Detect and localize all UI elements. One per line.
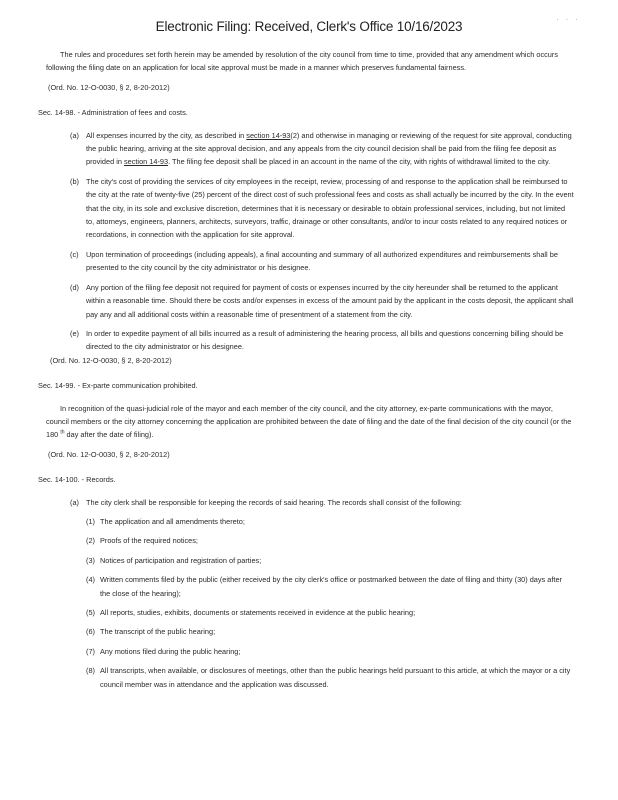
sec-14-99-paragraph: In recognition of the quasi-judicial role of the mayor and each member of the city council, and the city attorney, ex-parte communications with the mayor, council members or the city attorney concerning the application are prohibited between the date of filing and the date of the final decision of the city council (or the 180 $^{th}$ day after the date of filing). [46,403,572,440]
item-label: (a) [70,130,79,140]
intro-citation: (Ord. No. 12-O-0030, § 2, 8-20-2012) [48,82,170,92]
item-text: All expenses incurred by the city, as described in section 14-93(2) and otherwise in managing or reviewing of the request for site approval, conducting the public hearing, arriving at the site approval decision, and any appeals from the city council decision shall be paid from the filing fee deposit as provided in section 14-93. The filing fee deposit shall be placed in an account in the name of the city, with rights of withdrawal limited to the city. [86,130,572,167]
item-label: (7) [86,646,95,656]
sec-14-98-citation: (Ord. No. 12-O-0030, § 2, 8-20-2012) [50,355,172,365]
item-text: The city clerk shall be responsible for keeping the records of said hearing. The records shall consist of the following: [86,497,462,507]
records-list-item [0,554,618,567]
item-label: (d) [70,282,79,292]
sec-14-100-heading: Sec. 14-100. - Records. [38,475,116,485]
item-text: Any portion of the filing fee deposit not required for payment of costs or expenses incurred by the city hereunder shall be returned to the applicant within a reasonable time. Should there be costs and/or expenses in excess of the amount paid by the applicant in the costs deposit, the applicant shall pay any and all additional costs within a reasonable time of presentment of a statement from the city. [86,282,574,319]
item-label: (1) [86,516,95,526]
ordinal-superscript: th [60,429,65,436]
item-text: In order to expedite payment of all bills incurred as a result of administering the hearing process, all bills and questions concerning billing should be directed to the city administrator or his designee. [86,328,564,352]
item-text: Proofs of the required notices; [100,536,198,546]
sec-14-98-item-e [0,327,618,354]
sec-14-98-heading: Sec. 14-98. - Administration of fees and costs. [38,108,188,118]
item-label: (5) [86,608,95,617]
item-label: (b) [70,176,79,186]
records-list-item [0,534,618,547]
records-list-item [0,606,618,619]
item-text: The transcript of the public hearing; [100,627,216,637]
corner-scan-marks: · · · [556,14,580,24]
item-text: Notices of participation and registration of parties; [100,555,262,565]
records-list-item [0,515,618,528]
sec-14-99-citation: (Ord. No. 12-O-0030, § 2, 8-20-2012) [48,449,170,459]
section-14-93-link[interactable]: section 14-93 [246,130,291,140]
item-label: (3) [86,555,95,565]
item-label: (6) [86,627,95,637]
records-list-item [0,645,618,658]
records-list-item [0,625,618,638]
intro-paragraph: The rules and procedures set forth herein may be amended by resolution of the city council from time to time, provided that any amendment which occurs following the filing date on an application for local site approval must be made in a manner which preserves fundamental fairness. [46,50,558,73]
item-label: (4) [86,575,95,585]
item-label: (c) [70,249,79,259]
item-label: (8) [86,666,95,676]
sec-14-98-item-d [0,281,618,321]
item-text: All reports, studies, exhibits, documents or statements received in evidence at the public hearing; [100,608,416,617]
item-label: (a) [70,497,79,507]
ordinance-page [0,48,618,691]
records-list-item [0,573,618,600]
sec-14-98-item-b [0,175,618,242]
filing-stamp: Electronic Filing: Received, Clerk's Office 10/16/2023 [155,19,463,34]
records-list-item [0,664,618,691]
item-text: Written comments filed by the public (either received by the city clerk's office or postmarked between the date of filing and thirty (30) days after the close of the hearing); [100,575,562,598]
sec-14-98-item-a [0,129,618,169]
section-14-93-link-2[interactable]: section 14-93 [123,157,169,167]
item-label: (e) [70,328,79,338]
item-text: All transcripts, when available, or disclosures of meetings, other than the public hearings held pursuant to this article, at which the mayor or a city council member was in attendance and the application was discussed. [100,666,571,689]
sec-14-99-heading: Sec. 14-99. - Ex-parte communication prohibited. [38,381,198,391]
item-label: (2) [86,536,95,546]
sec-14-100-item-a [0,496,618,509]
item-text: Upon termination of proceedings (including appeals), a final accounting and summary of all authorized expenditures and reimbursements shall be presented to the city council by the city administrator or his designee. [86,249,558,273]
item-text: The city's cost of providing the services of city employees in the receipt, review, processing of and response to the application shall be reimbursed to the city at the rate of twenty-five (25) percent of the direct cost of such professional fees and costs as shall actually be incurred by the city. In the event that the city, in its sole and exclusive discretion, determines that it is necessary or desirable to obtain professional services, including, but not limited to, attorneys, engineers, planners, architects, surveyors, traffic, drainage or other consultants, and/or to incur costs related to any required notices or recordations, in connection with the application for site approval. [86,176,574,240]
item-text: Any motions filed during the public hearing; [100,646,241,656]
sec-14-98-item-c [0,248,618,275]
item-text: The application and all amendments thereto; [100,516,245,526]
